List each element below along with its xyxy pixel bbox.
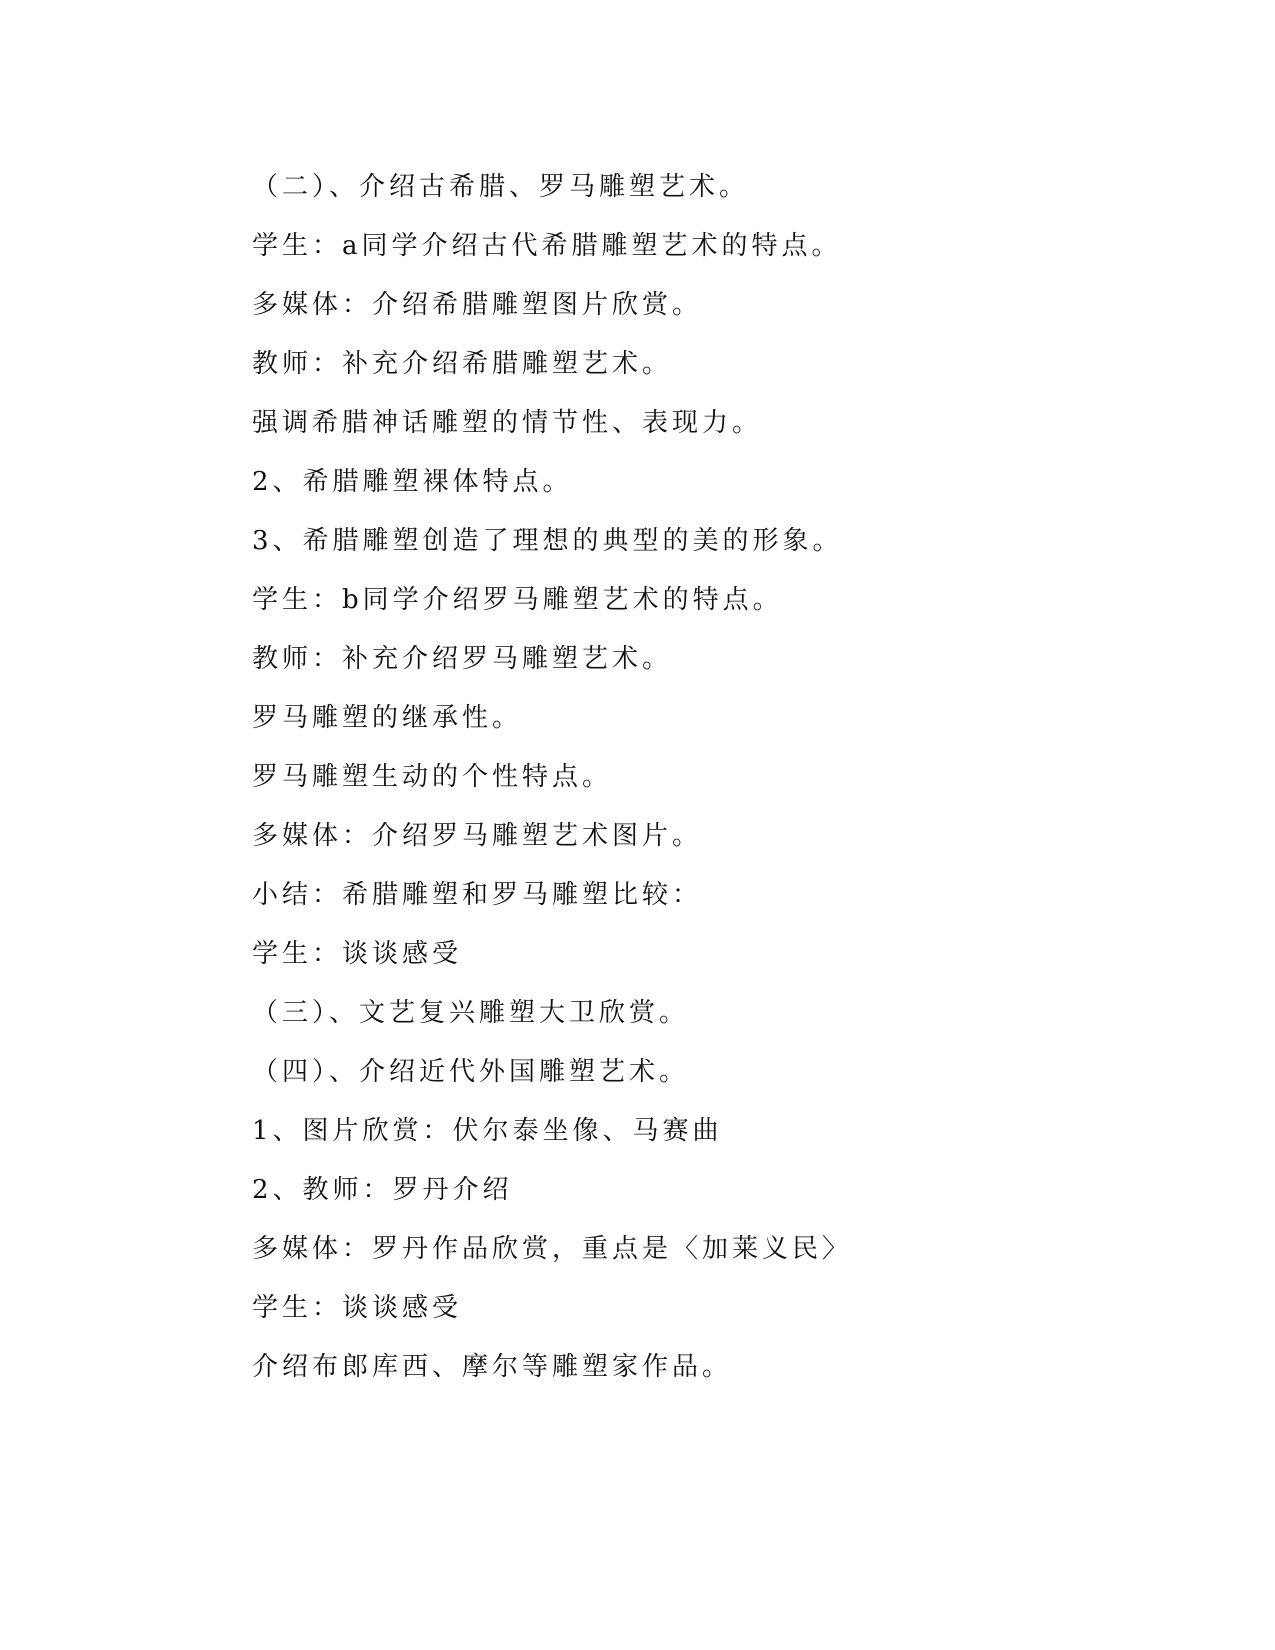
numbered-item: 1、图片欣赏：伏尔泰坐像、马赛曲 <box>252 1116 723 1146</box>
paragraph-line: 多媒体：介绍罗马雕塑艺术图片。 <box>252 821 703 851</box>
paragraph-line: 多媒体：介绍希腊雕塑图片欣赏。 <box>252 290 703 320</box>
paragraph-line: 学生：b同学介绍罗马雕塑艺术的特点。 <box>252 585 783 615</box>
paragraph-line: 教师：补充介绍希腊雕塑艺术。 <box>252 349 673 379</box>
paragraph-line: 罗马雕塑生动的个性特点。 <box>252 762 613 792</box>
numbered-item: 2、教师：罗丹介绍 <box>252 1175 513 1205</box>
paragraph-line: 多媒体：罗丹作品欣赏，重点是〈加莱义民〉 <box>252 1234 853 1264</box>
paragraph-line: 学生：谈谈感受 <box>252 1293 463 1323</box>
paragraph-line: 小结：希腊雕塑和罗马雕塑比较： <box>252 880 703 910</box>
document-body <box>252 158 1072 1397</box>
paragraph-line: 教师：补充介绍罗马雕塑艺术。 <box>252 644 673 674</box>
paragraph-line: 罗马雕塑的继承性。 <box>252 703 523 733</box>
section-heading-greek-roman: （二）、介绍古希腊、罗马雕塑艺术。 <box>252 172 750 202</box>
paragraph-line: 学生：a同学介绍古代希腊雕塑艺术的特点。 <box>252 231 842 261</box>
numbered-item: 3、希腊雕塑创造了理想的典型的美的形象。 <box>252 526 843 556</box>
paragraph-line: 学生：谈谈感受 <box>252 939 463 969</box>
section-heading-modern: （四）、介绍近代外国雕塑艺术。 <box>252 1057 690 1087</box>
numbered-item: 2、希腊雕塑裸体特点。 <box>252 467 573 497</box>
paragraph-line: 介绍布郎库西、摩尔等雕塑家作品。 <box>252 1352 733 1382</box>
section-heading-renaissance: （三）、文艺复兴雕塑大卫欣赏。 <box>252 998 690 1028</box>
paragraph-line: 强调希腊神话雕塑的情节性、表现力。 <box>252 408 763 438</box>
